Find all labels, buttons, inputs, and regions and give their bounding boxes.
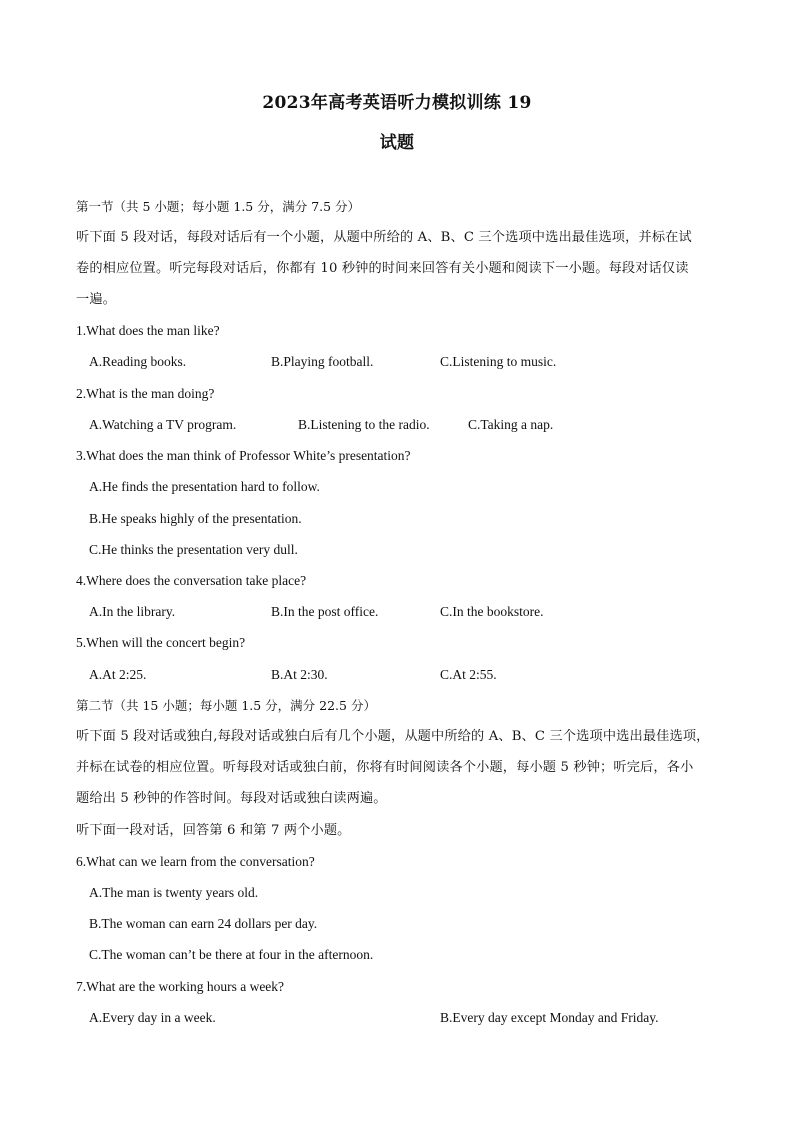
question-7-option-a: A.Every day in a week.	[89, 1010, 216, 1025]
section-1-instructions-line-3: 一遍。	[76, 292, 117, 307]
section-2-heading: 第二节（共 15 小题；每小题 1.5 分，满分 22.5 分）	[76, 698, 376, 713]
question-1-option-a: A.Reading books.	[89, 354, 187, 369]
question-6: 6.What can we learn from the conversation?	[76, 854, 315, 869]
question-4-option-c: C.In the bookstore.	[440, 604, 544, 619]
question-2: 2.What is the man doing?	[76, 386, 215, 401]
question-1: 1.What does the man like?	[76, 323, 220, 338]
question-7: 7.What are the working hours a week?	[76, 979, 285, 994]
document-title: 2023年高考英语听力模拟训练 19	[262, 93, 532, 113]
question-4: 4.Where does the conversation take place?	[76, 573, 307, 588]
question-2-option-c: C.Taking a nap.	[468, 417, 554, 432]
question-7-option-b: B.Every day except Monday and Friday.	[440, 1010, 659, 1025]
question-6-option-a: A.The man is twenty years old.	[89, 885, 259, 900]
question-3-option-b: B.He speaks highly of the presentation.	[89, 511, 302, 526]
question-5-option-a: A.At 2:25.	[89, 667, 147, 682]
question-2-option-a: A.Watching a TV program.	[89, 417, 237, 432]
section-1-instructions-line-1: 听下面 5 段对话，每段对话后有一个小题，从题中所给的 A、B、C 三个选项中选出最佳选项，并标在试	[76, 230, 692, 245]
question-1-option-c: C.Listening to music.	[440, 354, 557, 369]
question-3: 3.What does the man think of Professor White’s presentation?	[76, 448, 411, 463]
question-5-option-b: B.At 2:30.	[271, 667, 328, 682]
dialogue-group-intro: 听下面一段对话，回答第 6 和第 7 两个小题。	[76, 823, 351, 838]
question-4-option-a: A.In the library.	[89, 604, 176, 619]
document-subtitle: 试题	[379, 133, 415, 153]
question-6-option-c: C.The woman can’t be there at four in the afternoon.	[89, 947, 374, 962]
question-3-option-c: C.He thinks the presentation very dull.	[89, 542, 298, 557]
question-1-option-b: B.Playing football.	[271, 354, 374, 369]
question-5: 5.When will the concert begin?	[76, 635, 246, 650]
question-5-option-c: C.At 2:55.	[440, 667, 497, 682]
question-2-option-b: B.Listening to the radio.	[298, 417, 430, 432]
section-1-heading: 第一节（共 5 小题；每小题 1.5 分，满分 7.5 分）	[76, 199, 361, 214]
section-2-instructions-line-2: 并标在试卷的相应位置。听每段对话或独白前，你将有时间阅读各个小题，每小题 5 秒钟；听完后，各小	[76, 760, 694, 775]
section-2-instructions-line-1: 听下面 5 段对话或独白,每段对话或独白后有几个小题，从题中所给的 A、B、C 三个选项中选出最佳选项，	[76, 729, 710, 744]
question-3-option-a: A.He finds the presentation hard to follow.	[89, 479, 320, 494]
question-6-option-b: B.The woman can earn 24 dollars per day.	[89, 916, 318, 931]
section-1-instructions-line-2: 卷的相应位置。听完每段对话后，你都有 10 秒钟的时间来回答有关小题和阅读下一小题。每段对话仅读	[76, 261, 689, 276]
section-2-instructions-line-3: 题给出 5 秒钟的作答时间。每段对话或独白读两遍。	[76, 791, 387, 806]
question-4-option-b: B.In the post office.	[271, 604, 379, 619]
